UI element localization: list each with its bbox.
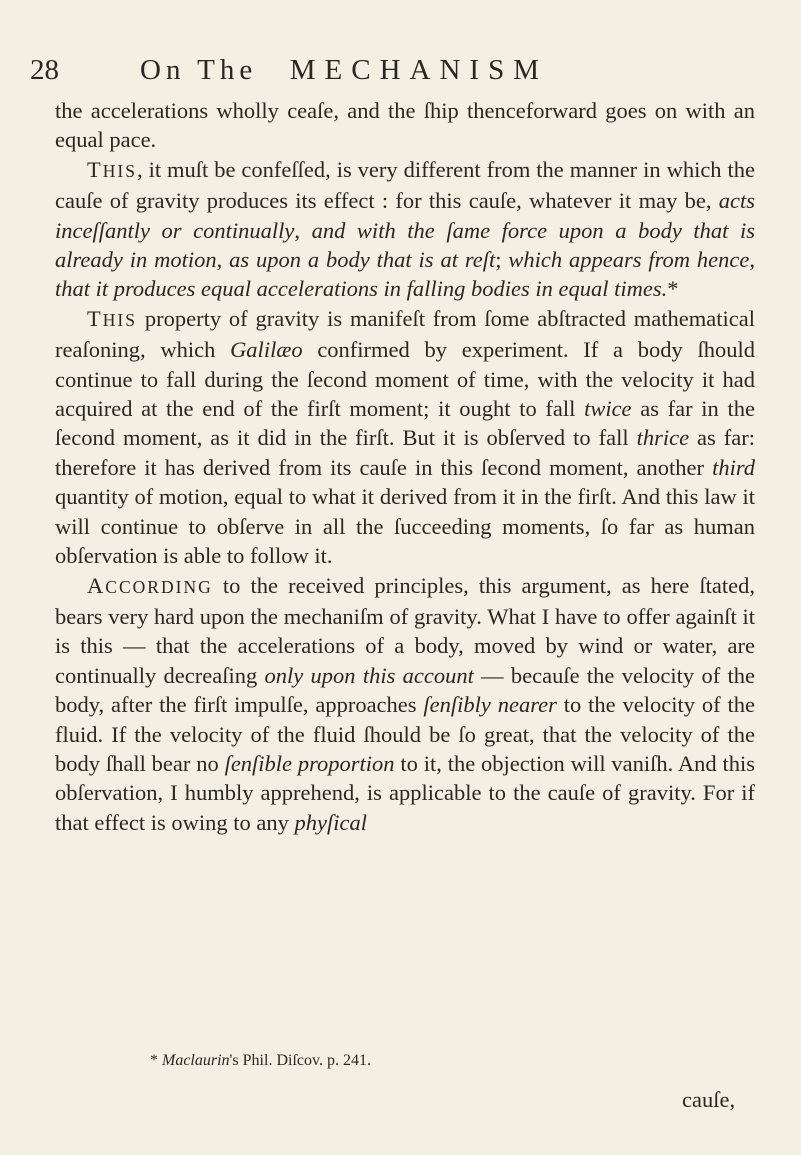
footnote: [150, 1051, 371, 1071]
footnote-author: Maclaurin: [162, 1052, 230, 1069]
italic-phrase: third: [712, 454, 755, 480]
text-run: — becauſe the velocity of the body, after the firſt impulſe, approaches: [55, 662, 755, 718]
text-run: ;: [495, 247, 509, 273]
text-run: to the received principles, this argument, as here ſtated, bears very hard upon the mechaniſm of gravity. What I have to offer againſt it is this — that the accelerations of a body, moved by wind or water, are continually decreaſing: [55, 572, 755, 688]
text-run: to the velocity of the fluid. If the velocity of the fluid ſhould be ſo great, that the velocity of the body ſhall bear no: [55, 692, 755, 776]
italic-phrase: that it produces equal accelerations in falling bodies in equal times.: [55, 276, 668, 302]
text-run: as far in the ſecond moment, as it did in the firſt. But it is obſerved to fall: [55, 396, 755, 451]
italic-phrase: which appears from hence: [508, 247, 750, 273]
running-head-title: MECHANISM: [289, 54, 549, 86]
text-run: confirmed by experiment. If a body ſhould continue to fall during the ſecond moment of time, with the velocity it had acquired at the end of the firſt moment; it ought to fall: [55, 337, 755, 422]
paragraph: [55, 304, 755, 571]
body-text: [55, 96, 755, 837]
catchword: cauſe,: [682, 1087, 736, 1112]
running-head-prefix: On The: [140, 54, 258, 86]
small-caps-word: THIS: [87, 156, 137, 182]
text-run: as far: therefore it has derived from its cauſe in this ſecond moment, another: [55, 425, 755, 480]
small-caps-word: THIS: [87, 305, 137, 331]
page-header: [30, 50, 750, 90]
footnote-marker: *: [150, 1052, 158, 1069]
text-run: quantity of motion, equal to what it derived from it in the firſt. And this law it will continue to obſerve in all the ſucceeding moments, ſo far as human obſervation is able to follow it.: [55, 484, 755, 569]
text-run: ,: [749, 247, 756, 273]
italic-phrase: as upon a body that is at reſt: [229, 247, 496, 273]
italic-phrase: phyſical: [294, 809, 368, 835]
text-run: , it muſt be confeſſed, is very different from the manner in which the cauſe of gravity produces its effect : for this cauſe, whatever it may be,: [55, 156, 755, 214]
text-run: ,: [294, 217, 312, 243]
text-run: ,: [216, 247, 230, 273]
running-head: [140, 50, 548, 90]
italic-phrase: ſenſible proportion: [224, 750, 395, 776]
paragraph: [55, 155, 755, 304]
text-run: the accelerations wholly ceaſe, and the ſhip thenceforward goes on with an equal pace.: [55, 98, 755, 153]
italic-phrase: ſenſibly nearer: [423, 692, 557, 718]
text-run: *: [667, 276, 679, 302]
text-run: property of gravity is manifeſt from ſome abſtracted mathematical reaſoning, which: [55, 305, 755, 363]
paragraph: [55, 571, 755, 838]
italic-phrase: Galilæo: [230, 337, 303, 363]
italic-phrase: and with the ſame force upon a body that is already in motion: [55, 217, 755, 273]
italic-phrase: only upon this account: [264, 662, 474, 688]
italic-phrase: twice: [584, 396, 632, 422]
italic-phrase: thrice: [636, 425, 690, 451]
small-caps-word: ACCORDING: [87, 572, 213, 598]
page-number: 28: [30, 54, 59, 86]
footnote-citation: 's Phil. Diſcov. p. 241.: [229, 1052, 371, 1069]
italic-phrase: acts inceſſantly or continually: [55, 188, 755, 243]
paragraph: [55, 96, 755, 155]
text-run: to it, the objection will vaniſh. And this obſervation, I humbly apprehend, is applicable to the cauſe of gravity. For if that effect is owing to any: [55, 750, 755, 835]
